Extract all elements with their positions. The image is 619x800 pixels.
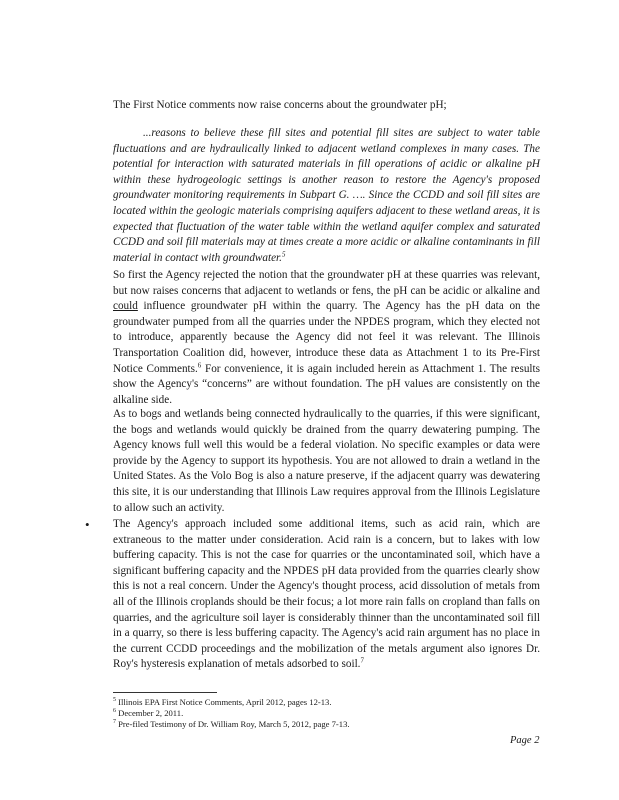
quote-text: ...reasons to believe these fill sites and potential fill sites are subject to water table fluctuations and are hydraulically linked to adjacent wetland complexes in many cases. The potential for interaction with saturated materials in fill operations of acidic or alkaline pH within these hydrogeologic settings is another reason to restore the Agency's proposed groundwater monitoring requirements in Subpart G. …. Since the CCDD and soil fill sites are located within the geologic materials comprising aquifers adjacent to these wetland areas, it is expected that fluctuation of the water table within the wetland aquifer complex and saturated CCDD and soil fill materials may at times create a more acidic or alkaline contaminants in fill material in contact with groundwater. xyxy=(113,127,540,264)
footnote-ref-7: 7 xyxy=(360,656,364,665)
footnote-7 xyxy=(113,719,350,730)
block-quote xyxy=(113,126,540,266)
para1-text-b: influence groundwater pH within the quarry. The Agency has the pH data on the groundwater pumped from all the quarries under the NPDES program, which they elected not to introduce, apparently because the Agency did not feel it was relevant. The Illinois Transportation Coalition did, however, introduce these data as Attachment 1 to its Pre-First Notice Comments. xyxy=(113,300,540,375)
footnote-number: 7 xyxy=(113,719,116,726)
bullet-paragraph-acid-rain xyxy=(113,517,540,673)
footnote-ref-6: 6 xyxy=(197,360,202,369)
footnote-ref-5: 5 xyxy=(281,250,286,259)
bullet-text: The Agency's approach included some additional items, such as acid rain, which are extraneous to the matter under consideration. Acid rain is a concern, but to lakes with low buffering capacity. This is not the case for quarries or the uncontaminated soil, which have a significant buffering capacity and the NPDES pH data provided from the quarries clearly show this is not a real concern. Under the Agency's thought process, acid dissolution of metals from all of the Illinois croplands should be their focus; a lot more rain falls on cropland than falls on quarries, and the agriculture soil layer is considerably thinner than the uncontaminated soil fill in a quarry, so there is less buffering capacity. The Agency's acid rain argument has no place in the current CCDD proceedings and the mobilization of the metals argument also ignores Dr. Roy's hysteresis explanation of metals adsorbed to soil. xyxy=(113,518,540,671)
footnote-text: Pre-filed Testimony of Dr. William Roy, March 5, 2012, page 7-13. xyxy=(118,719,350,729)
paragraph-bogs-wetlands: As to bogs and wetlands being connected hydraulically to the quarries, if this were significant, the bogs and wetlands would quickly be drained from the quarry dewatering pumping. The Agency knows full well this would be a federal violation. No specific examples or data were provide by the Agency to support its hypothesis. You are not allowed to drain a wetland in the United States. As the Volo Bog is also a nature preserve, if the adjacent quarry was dewatering this site, it is our understanding that Illinois Law requires approval from the Illinois Legislature to allow such an activity. xyxy=(113,408,540,514)
intro-sentence: The First Notice comments now raise concerns about the groundwater pH; xyxy=(113,99,447,111)
footnote-text: December 2, 2011. xyxy=(118,708,184,718)
footnote-separator xyxy=(113,692,217,693)
footnote-number: 5 xyxy=(113,697,116,704)
footnote-6 xyxy=(113,708,183,719)
bullet-marker: • xyxy=(85,517,90,532)
para1-text-c: For convenience, it is again included herein as Attachment 1. The results show the Agency's “concerns” are without foundation. The pH values are consistently on the alkaline side. xyxy=(113,362,540,406)
footnote-number: 6 xyxy=(113,708,116,715)
para1-underlined-word: could xyxy=(113,300,138,313)
paragraph-groundwater-ph xyxy=(113,268,540,408)
footnote-5 xyxy=(113,697,332,708)
para1-text-a: So first the Agency rejected the notion that the groundwater pH at these quarries was relevant, but now raises concerns that adjacent to wetlands or fens, the pH can be acidic or alkaline and xyxy=(113,269,540,297)
page-number: Page 2 xyxy=(510,735,540,746)
footnote-text: Illinois EPA First Notice Comments, April 2012, pages 12-13. xyxy=(118,697,332,707)
